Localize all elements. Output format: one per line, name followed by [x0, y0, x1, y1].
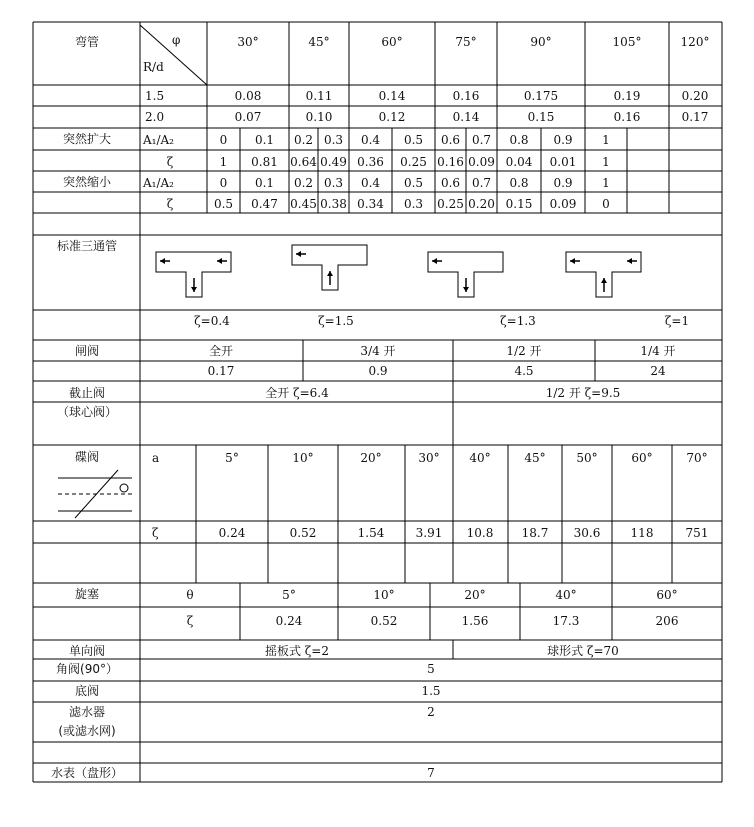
gate-valve-opening: 全开 — [208, 344, 234, 358]
sudden-expansion-zeta: 0.81 — [251, 155, 278, 169]
sudden-contraction-zeta: 0.34 — [357, 197, 384, 211]
sudden-contraction-ratio: 0.8 — [509, 176, 529, 190]
plug-angle: 60° — [656, 588, 678, 602]
sudden-expansion-zeta: 0.16 — [437, 155, 464, 169]
tee-zeta: ζ=0.4 — [194, 314, 230, 328]
sudden-expansion-zeta: 0.25 — [400, 155, 427, 169]
elbow-value: 0.20 — [681, 89, 709, 103]
sudden-expansion-ratio: 0.7 — [471, 133, 492, 147]
sudden-contraction-zeta: 0.25 — [437, 197, 464, 211]
butterfly-value: 751 — [685, 526, 709, 540]
simple-row-value: 7 — [427, 766, 435, 780]
elbow-rd-value: 2.0 — [145, 110, 165, 124]
butterfly-zeta-symbol: ζ — [152, 526, 159, 540]
elbow-angle-header: 30° — [237, 35, 259, 49]
sudden-expansion-ratio: 0.6 — [440, 133, 461, 147]
tee-zeta: ζ=1.3 — [500, 314, 536, 328]
butterfly-value: 0.52 — [289, 526, 317, 540]
sudden-expansion-ratio: 0.9 — [553, 133, 573, 147]
sudden-contraction-ratio: 0.3 — [323, 176, 344, 190]
elbow-angle-header: 60° — [381, 35, 403, 49]
gate-valve-opening: 1/4 开 — [640, 344, 676, 358]
elbow-value: 0.16 — [613, 110, 641, 124]
sudden-contraction-label: 突然缩小 — [62, 175, 112, 189]
butterfly-angle: 70° — [686, 451, 708, 465]
tee-diagram — [156, 252, 231, 297]
sudden-contraction-zeta: 0 — [602, 197, 610, 211]
sudden-expansion-zeta: 0.09 — [468, 155, 495, 169]
simple-row-value: 5 — [427, 662, 435, 676]
elbow-value: 0.15 — [527, 110, 555, 124]
elbow-value: 0.19 — [613, 89, 641, 103]
sudden-expansion-ratio: 0 — [219, 133, 228, 147]
sudden-expansion-zeta: 1 — [602, 155, 610, 169]
elbow-value: 0.12 — [378, 110, 406, 124]
elbow-value: 0.14 — [378, 89, 406, 103]
plug-angle: 10° — [373, 588, 395, 602]
sudden-expansion-zeta: 0.49 — [320, 155, 347, 169]
sudden-expansion-ratio: 1 — [602, 133, 610, 147]
plug-angle: 40° — [555, 588, 577, 602]
elbow-label: 弯管 — [74, 35, 100, 49]
sudden-contraction-zeta-label: ζ — [166, 197, 174, 211]
sudden-contraction-ratio: 0.2 — [293, 176, 314, 190]
globe-valve-label-2: （球心阀） — [56, 405, 118, 419]
sudden-contraction-ratio: 0.5 — [403, 176, 424, 190]
sudden-contraction-zeta: 0.5 — [213, 197, 234, 211]
sudden-contraction-ratio: 0.9 — [553, 176, 573, 190]
sudden-expansion-ratio: 0.1 — [254, 133, 275, 147]
gate-valve-value: 24 — [650, 364, 666, 378]
tee-zeta: ζ=1.5 — [318, 314, 354, 328]
elbow-angle-header: 90° — [530, 35, 552, 49]
elbow-angle-header: 105° — [612, 35, 642, 49]
elbow-value: 0.17 — [681, 110, 709, 124]
sudden-contraction-zeta: 0.3 — [403, 197, 424, 211]
check-valve-swing: 摇板式 ζ=2 — [264, 644, 330, 658]
butterfly-valve-diagram — [58, 470, 132, 518]
sudden-expansion-ratio: 0.2 — [293, 133, 314, 147]
butterfly-value: 10.8 — [466, 526, 494, 540]
sudden-contraction-ratio: 0.1 — [254, 176, 275, 190]
butterfly-angle: 30° — [418, 451, 440, 465]
gate-valve-opening: 1/2 开 — [506, 344, 542, 358]
sudden-expansion-ratio-label: A₁/A₂ — [143, 133, 174, 147]
globe-valve-label: 截止阀 — [68, 386, 106, 400]
simple-row-label: 角阀(90°） — [56, 662, 118, 676]
butterfly-value: 30.6 — [573, 526, 601, 540]
sudden-contraction-ratio-label: A₁/A₂ — [143, 176, 174, 190]
sudden-expansion-ratio: 0.4 — [360, 133, 381, 147]
sudden-expansion-zeta: 0.36 — [357, 155, 384, 169]
sudden-expansion-label: 突然扩大 — [62, 132, 112, 146]
sudden-contraction-zeta: 0.45 — [290, 197, 317, 211]
tee-diagram — [566, 252, 641, 297]
sudden-contraction-ratio: 0.4 — [360, 176, 381, 190]
butterfly-angle: 10° — [292, 451, 314, 465]
elbow-value: 0.175 — [523, 89, 559, 103]
simple-row-value: 2 — [427, 705, 435, 719]
plug-value: 17.3 — [552, 614, 580, 628]
plug-value: 206 — [655, 614, 679, 628]
check-valve-ball: 球形式 ζ=70 — [547, 644, 619, 658]
simple-row-label: 水表（盘形） — [50, 766, 124, 780]
plug-value: 0.24 — [275, 614, 303, 628]
simple-row-value: 1.5 — [421, 684, 441, 698]
butterfly-value: 118 — [630, 526, 654, 540]
elbow-value: 0.16 — [452, 89, 480, 103]
butterfly-value: 3.91 — [415, 526, 443, 540]
gate-valve-opening: 3/4 开 — [360, 344, 396, 358]
plug-cock-label: 旋塞 — [74, 587, 100, 601]
gate-valve-label: 闸阀 — [74, 344, 100, 358]
plug-value: 0.52 — [370, 614, 398, 628]
gate-valve-value: 0.9 — [368, 364, 388, 378]
butterfly-value: 0.24 — [218, 526, 246, 540]
butterfly-angle: 20° — [360, 451, 382, 465]
sudden-expansion-zeta: 0.04 — [505, 155, 533, 169]
plug-zeta-symbol: ζ — [186, 614, 194, 628]
sudden-contraction-ratio: 0 — [219, 176, 228, 190]
standard-tee-label: 标准三通管 — [56, 239, 118, 253]
sudden-contraction-ratio: 0.7 — [471, 176, 492, 190]
elbow-angle-header: 45° — [308, 35, 330, 49]
sudden-expansion-ratio: 0.5 — [403, 133, 424, 147]
plug-value: 1.56 — [461, 614, 489, 628]
sudden-contraction-zeta: 0.20 — [468, 197, 495, 211]
elbow-value: 0.11 — [305, 89, 333, 103]
tee-diagram — [292, 245, 367, 290]
tee-diagram — [428, 252, 503, 297]
sudden-contraction-zeta: 0.38 — [320, 197, 347, 211]
sudden-expansion-zeta: 1 — [219, 155, 228, 169]
butterfly-angle: 60° — [631, 451, 653, 465]
check-valve-label: 单向阀 — [68, 644, 106, 658]
header-phi: φ — [172, 33, 181, 47]
butterfly-value: 1.54 — [357, 526, 385, 540]
sudden-expansion-zeta: 0.64 — [290, 155, 317, 169]
butterfly-value: 18.7 — [521, 526, 549, 540]
butterfly-angle: 5° — [225, 451, 239, 465]
plug-angle: 20° — [464, 588, 486, 602]
simple-row-label: 滤水器 — [68, 705, 106, 719]
elbow-rd-value: 1.5 — [145, 89, 165, 103]
gate-valve-value: 0.17 — [207, 364, 235, 378]
sudden-contraction-zeta: 0.09 — [549, 197, 577, 211]
sudden-expansion-zeta-label: ζ — [166, 155, 174, 169]
elbow-value: 0.10 — [305, 110, 333, 124]
gate-valve-value: 4.5 — [514, 364, 534, 378]
butterfly-angle: 45° — [524, 451, 546, 465]
elbow-value: 0.08 — [234, 89, 262, 103]
globe-valve-half: 1/2 开 ζ=9.5 — [545, 386, 621, 400]
sudden-contraction-ratio: 0.6 — [440, 176, 461, 190]
butterfly-valve-label: 碟阀 — [74, 450, 100, 464]
elbow-angle-header: 120° — [680, 35, 710, 49]
butterfly-angle: 40° — [469, 451, 491, 465]
sudden-expansion-zeta: 0.01 — [549, 155, 577, 169]
plug-angle: 5° — [282, 588, 296, 602]
elbow-angle-header: 75° — [455, 35, 477, 49]
elbow-value: 0.14 — [452, 110, 480, 124]
butterfly-angle: 50° — [576, 451, 598, 465]
elbow-value: 0.07 — [234, 110, 262, 124]
butterfly-angle-symbol: a — [152, 451, 160, 465]
sudden-contraction-zeta: 0.47 — [251, 197, 278, 211]
sudden-contraction-zeta: 0.15 — [505, 197, 533, 211]
plug-angle-symbol: θ — [186, 588, 194, 602]
sudden-expansion-ratio: 0.3 — [323, 133, 344, 147]
globe-valve-full: 全开 ζ=6.4 — [265, 386, 329, 400]
header-rd: R/d — [143, 60, 164, 74]
simple-row-label-2: (或滤水网) — [58, 724, 116, 738]
sudden-contraction-ratio: 1 — [602, 176, 610, 190]
tee-zeta: ζ=1 — [664, 314, 690, 328]
sudden-expansion-ratio: 0.8 — [509, 133, 529, 147]
simple-row-label: 底阀 — [74, 684, 100, 698]
